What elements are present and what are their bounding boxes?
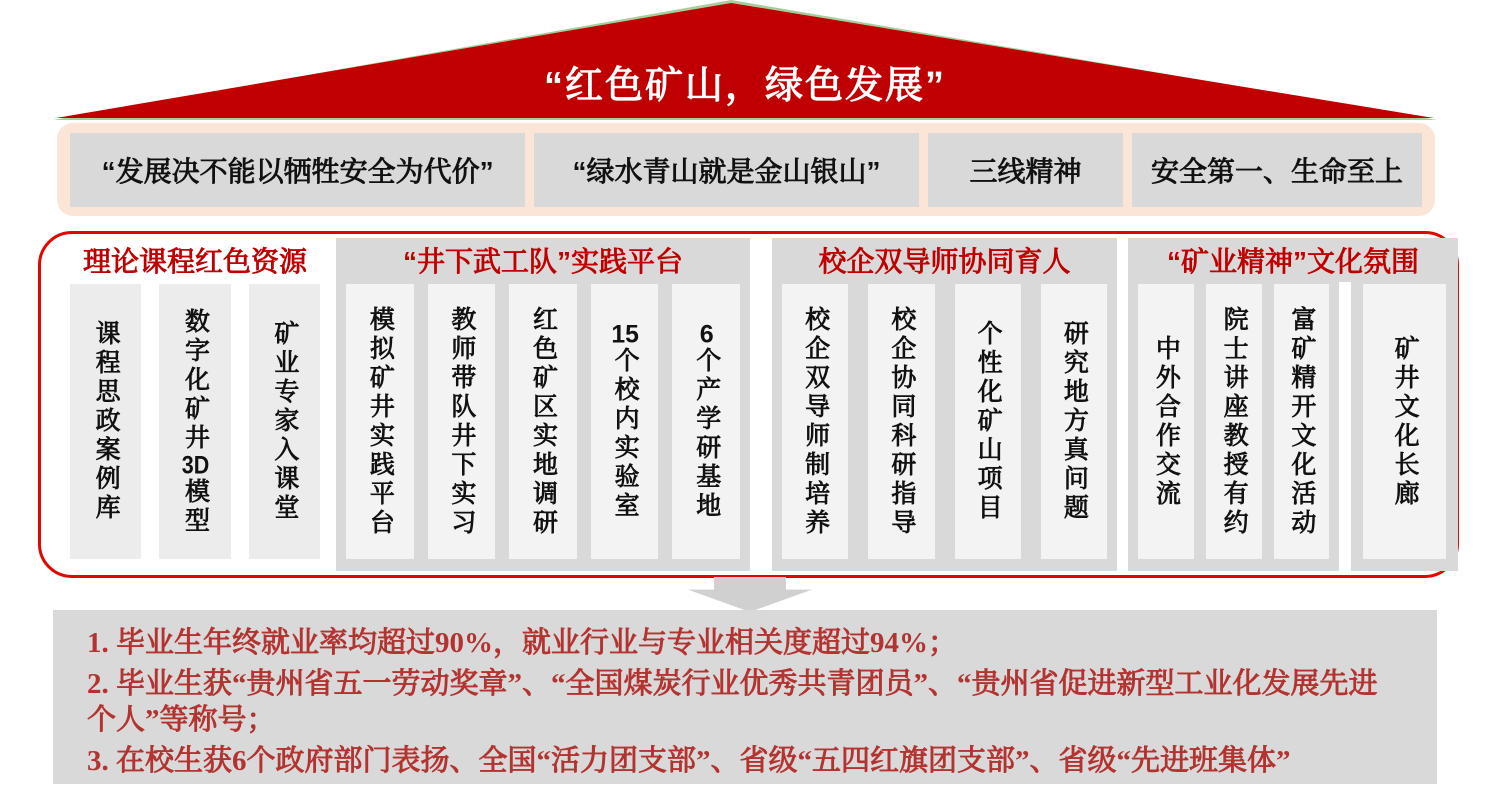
pillar-title: 理论课程红色资源 bbox=[82, 246, 307, 277]
pillar-item-label: 个性化矿山项目 bbox=[974, 320, 1003, 523]
pillar-item-label: 数字化矿井3D模型 bbox=[181, 307, 210, 536]
pillar-item bbox=[159, 284, 230, 559]
pillar-title: 校企双导师协同育人 bbox=[818, 246, 1071, 277]
outcomes-box bbox=[53, 610, 1437, 784]
pillar-columns bbox=[1128, 282, 1458, 571]
down-arrow-icon bbox=[688, 577, 812, 612]
pillar-group-theory-resources bbox=[60, 238, 330, 571]
pillar-item-label: 富矿精开文化活动 bbox=[1287, 305, 1316, 538]
pillar-item bbox=[672, 284, 740, 559]
pillar-item bbox=[782, 284, 848, 559]
pillar-item bbox=[249, 284, 320, 559]
pillar-item-label: 6个产学研基地 bbox=[692, 322, 721, 521]
pillar-title: “矿业精神”文化氛围 bbox=[1128, 238, 1458, 282]
slogan-third-front-spirit: 三线精神 bbox=[928, 133, 1123, 207]
pillar-item-label: 研究地方真问题 bbox=[1060, 320, 1089, 523]
pillar-subpanel bbox=[1351, 282, 1458, 571]
pillar-item bbox=[509, 284, 577, 559]
pillar-item-label: 校企协同科研指导 bbox=[887, 305, 916, 538]
pillar-item-label: 模拟矿井实践平台 bbox=[366, 305, 395, 538]
pillar-item-label: 校企双导师制培养 bbox=[801, 305, 830, 538]
slogan-green-mountains: “绿水青山就是金山银山” bbox=[534, 133, 919, 207]
pillars-panel bbox=[38, 231, 1459, 578]
roof-title: “红色矿山，绿色发展” bbox=[543, 65, 946, 107]
pillar-item-label: 院士讲座教授有约 bbox=[1220, 305, 1249, 538]
pillar-item-label: 红色矿区实地调研 bbox=[529, 305, 558, 538]
pillar-item-label: 矿井文化长廊 bbox=[1391, 334, 1420, 509]
pillar-group-dual-mentors bbox=[772, 238, 1117, 571]
pillar-item-label: 中外合作交流 bbox=[1152, 334, 1181, 509]
outcome-line-3: 3. 在校生获6个政府部门表扬、全国“活力团支部”、省级“五四红旗团支部”、省级“先进班集体” bbox=[87, 745, 1291, 778]
outcome-line-1: 1. 毕业生年终就业率均超过90%，就业行业与专业相关度超过94%； bbox=[87, 627, 958, 659]
pillar-group-mining-culture bbox=[1128, 238, 1458, 571]
pillar-subpanel bbox=[1128, 282, 1339, 571]
pillar-columns bbox=[336, 282, 750, 571]
pillar-item bbox=[955, 284, 1021, 559]
pillar-item-label: 15个校内实验室 bbox=[611, 322, 640, 521]
slogan-safety-price: “发展决不能以牺牲安全为代价” bbox=[70, 133, 525, 207]
slogan-bar bbox=[57, 123, 1435, 216]
pillar-item bbox=[1041, 284, 1107, 559]
pillar-item bbox=[1206, 284, 1262, 559]
pillar-item bbox=[428, 284, 496, 559]
pillar-title: “井下武工队”实践平台 bbox=[402, 246, 683, 277]
pillar-item bbox=[70, 284, 141, 559]
slogan-safety-first: 安全第一、生命至上 bbox=[1132, 133, 1422, 207]
pillar-item bbox=[591, 284, 659, 559]
pillar-item bbox=[346, 284, 414, 559]
pillar-item bbox=[1363, 284, 1446, 559]
pillar-item bbox=[1274, 284, 1330, 559]
pillar-item-label: 矿业专家入课堂 bbox=[270, 320, 299, 523]
pillar-item bbox=[1138, 284, 1194, 559]
pillar-columns bbox=[772, 282, 1117, 571]
pillar-columns bbox=[60, 282, 330, 571]
pillar-item-label: 教师带队井下实习 bbox=[447, 305, 476, 538]
pillar-item bbox=[868, 284, 934, 559]
pillar-group-practice-platform bbox=[336, 238, 750, 571]
pillar-item-label: 课程思政案例库 bbox=[92, 320, 121, 523]
roof-banner bbox=[53, 0, 1437, 120]
outcome-line-2: 2. 毕业生获“贵州省五一劳动奖章”、“全国煤炭行业优秀共青团员”、“贵州省促进新型工业化发展先进个人”等称号； bbox=[87, 668, 1378, 736]
